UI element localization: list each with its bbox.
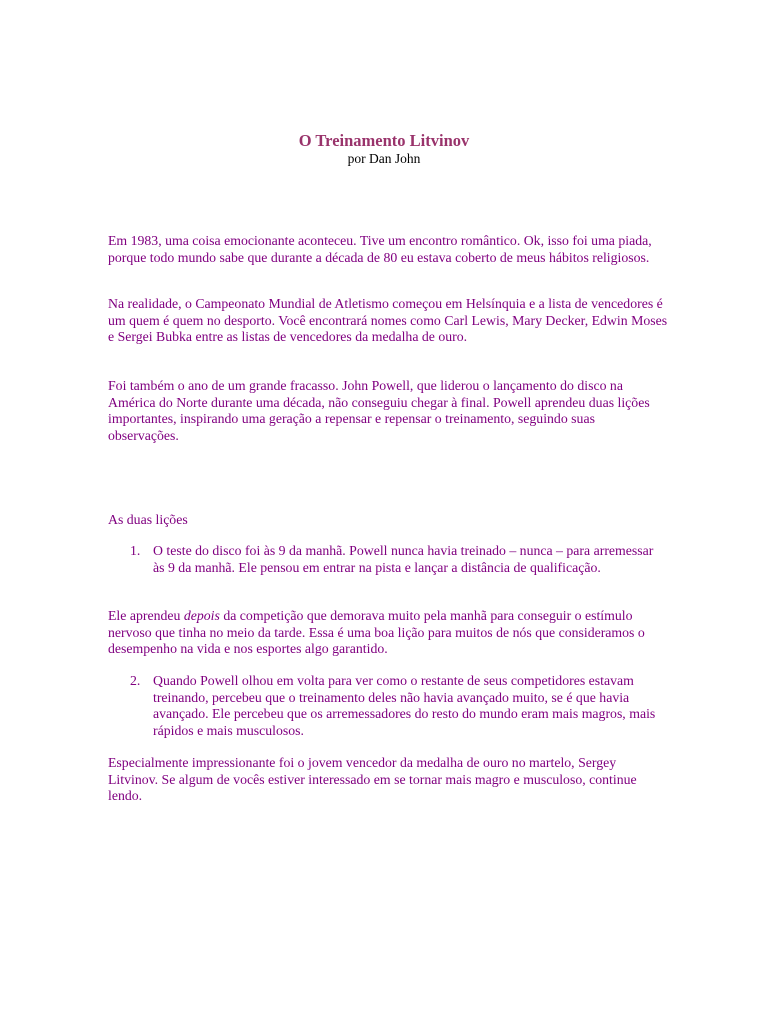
lesson-2-item [108, 673, 668, 740]
lesson-2-text: Quando Powell olhou em volta para ver como o restante de seus competidores estavam treinando, percebeu que o treinamento deles não havia avançado muito, se é que havia avançado. Ele percebeu que os arremessadores do resto do mundo eram mais magros, mais rápidos e mais musculosos. [153, 673, 656, 738]
lesson-1-text: O teste do disco foi às 9 da manhã. Powell nunca havia treinado – nunca – para arremessar às 9 da manhã. Ele pensou em entrar na pista e lançar a distância de qualificação. [153, 543, 654, 575]
followup-emphasis: depois [183, 608, 220, 623]
paragraph-championship: Na realidade, o Campeonato Mundial de Atletismo começou em Helsínquia e a lista de vencedores é um quem é quem no desporto. Você encontrará nomes como Carl Lewis, Mary Decker, Edwin Moses e Sergei Bubka entre as listas de vencedores da medalha de ouro. [108, 296, 668, 345]
document-title: O Treinamento Litvinov [298, 131, 470, 150]
lesson-1-item [108, 543, 668, 593]
paragraph-closing: Especialmente impressionante foi o jovem vencedor da medalha de ouro no martelo, Sergey Litvinov. Se algum de vocês estiver interessado em se tornar mais magro e musculoso, continue lendo. [108, 755, 637, 804]
document-byline: por Dan John [347, 151, 421, 166]
followup-text-start: Ele aprendeu [108, 608, 184, 623]
section-heading: As duas lições [108, 512, 188, 527]
paragraph-intro: Em 1983, uma coisa emocionante aconteceu. Tive um encontro romântico. Ok, isso foi uma piada, porque todo mundo sabe que durante a década de 80 eu estava coberto de meus hábitos religiosos. [108, 233, 652, 265]
paragraph-lesson-1-followup [108, 608, 668, 658]
paragraph-failure: Foi também o ano de um grande fracasso. John Powell, que liderou o lançamento do disco na América do Norte durante uma década, não conseguiu chegar à final. Powell aprendeu duas lições importantes, inspirando uma geração a repensar e repensar o treinamento, seguindo suas observações. [108, 378, 650, 443]
lesson-1-number: 1. [130, 543, 141, 558]
lesson-2-number: 2. [130, 673, 141, 688]
followup-text-end: da competição que demorava muito pela manhã para conseguir o estímulo nervoso que tinha no meio da tarde. Essa é uma boa lição para muitos de nós que consideramos o desempenho na vida e nos esportes algo garantido. [108, 608, 645, 657]
